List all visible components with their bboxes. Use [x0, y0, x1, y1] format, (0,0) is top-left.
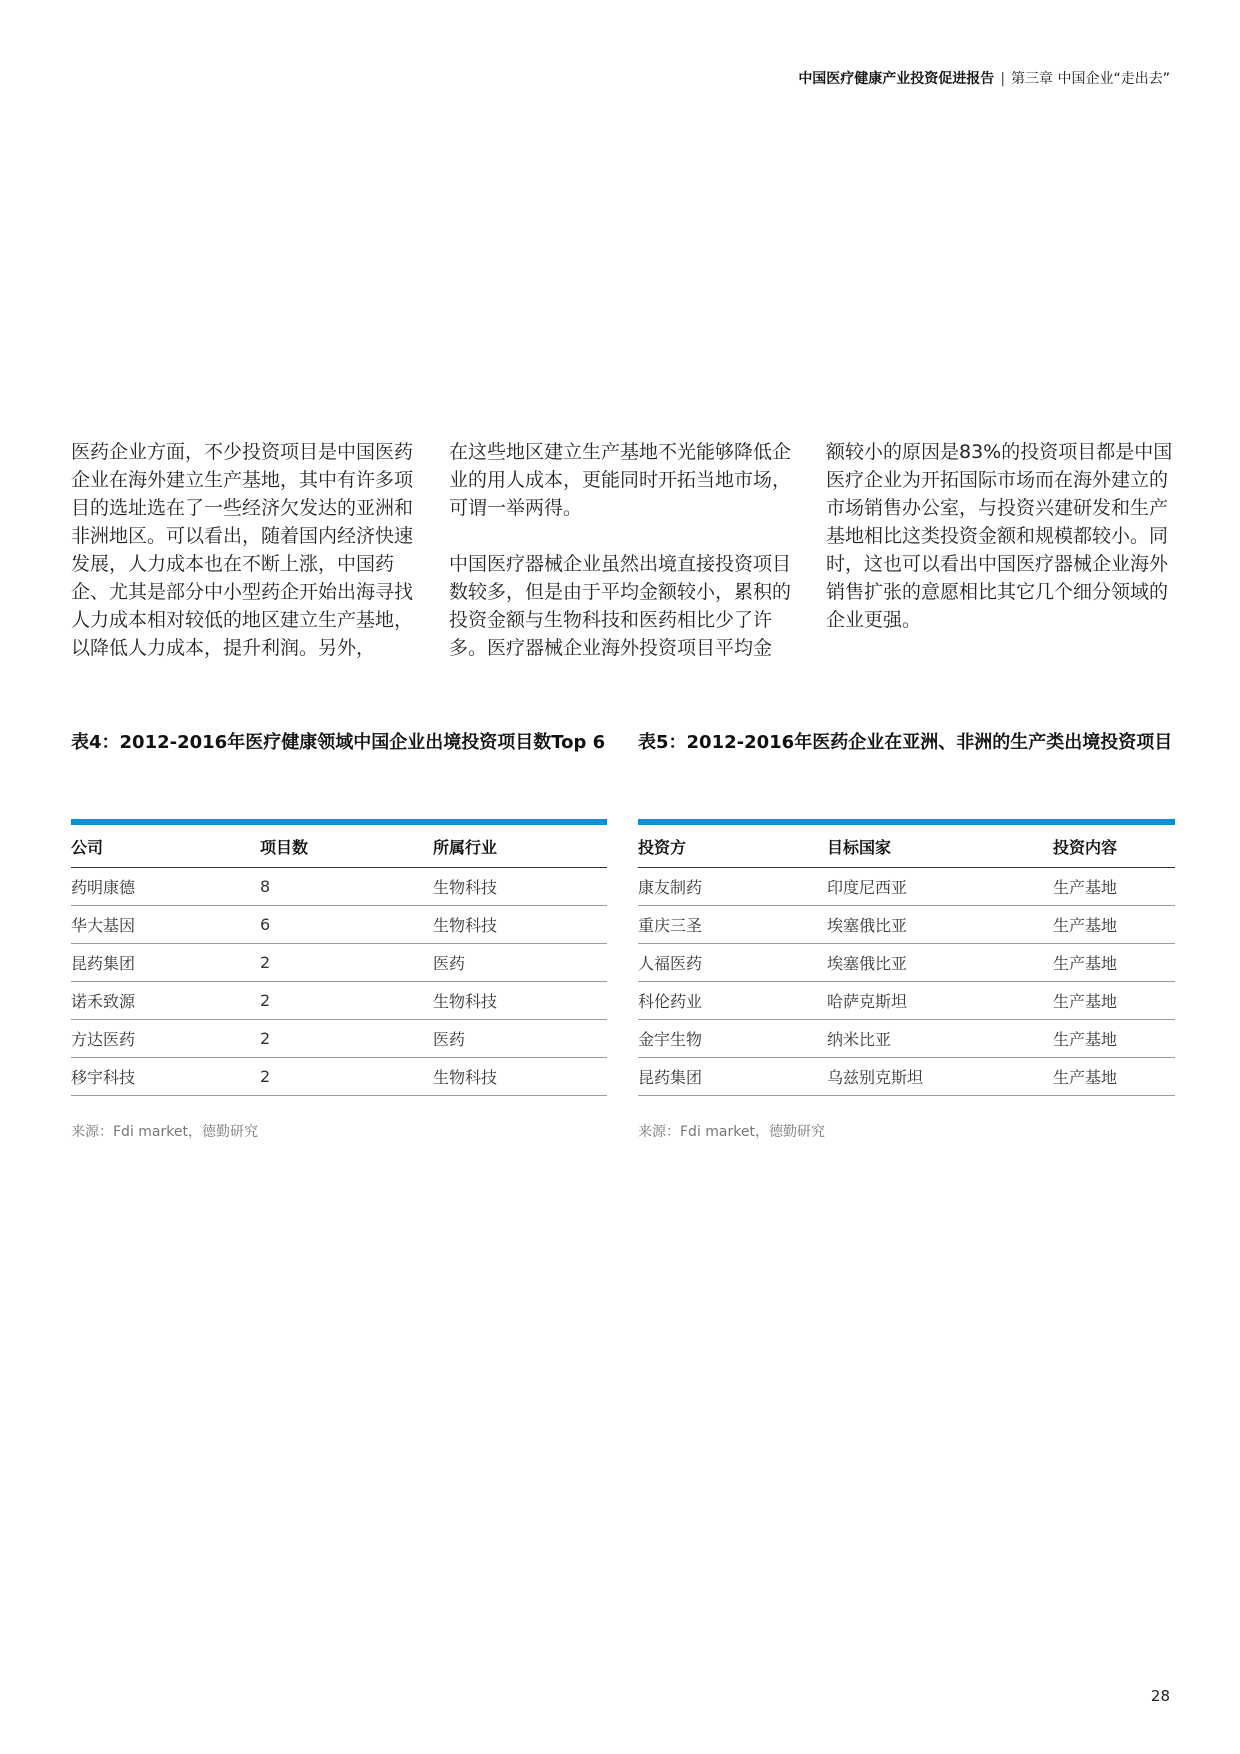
table-row [71, 1058, 607, 1096]
table-header-row [71, 825, 607, 868]
table-cell: 哈萨克斯坦 [827, 992, 908, 1011]
table4-title: 表4：2012-2016年医疗健康领域中国企业出境投资项目数Top 6 [71, 732, 606, 753]
table-cell: 6 [260, 915, 271, 934]
column-header: 目标国家 [827, 837, 892, 857]
table-cell: 药明康德 [71, 878, 136, 897]
table-row [638, 944, 1175, 982]
table-cell: 8 [260, 877, 271, 896]
chapter-title: 第三章 中国企业“走出去” [1011, 71, 1170, 87]
table-cell: 2 [260, 1067, 271, 1086]
running-header [798, 68, 1170, 88]
paragraph: 医药企业方面，不少投资项目是中国医药企业在海外建立生产基地，其中有许多项目的选址选在了一些经济欠发达的亚洲和非洲地区。可以看出，随着国内经济快速发展，人力成本也在不断上涨，中国药企、尤其是部分中小型药企开始出海寻找人力成本相对较低的地区建立生产基地，以降低人力成本，提升利润。另外， [71, 441, 414, 659]
table-cell: 生产基地 [1053, 954, 1118, 973]
table-cell: 生物科技 [433, 916, 498, 935]
table-cell: 生产基地 [1053, 878, 1118, 897]
table-cell: 生物科技 [433, 1068, 498, 1087]
body-column-1 [71, 438, 416, 662]
table-cell: 生产基地 [1053, 1030, 1118, 1049]
table-row [638, 906, 1175, 944]
paragraph: 中国医疗器械企业虽然出境直接投资项目数较多，但是由于平均金额较小，累积的投资金额与生物科技和医药相比少了许多。医疗器械企业海外投资项目平均金 [449, 553, 792, 659]
table-cell: 生物科技 [433, 992, 498, 1011]
body-column-2 [449, 438, 799, 662]
table-cell: 诺禾致源 [71, 992, 136, 1011]
table-row [71, 906, 607, 944]
column-header: 所属行业 [433, 837, 498, 857]
column-header: 项目数 [260, 837, 309, 857]
table-cell: 康友制药 [638, 878, 703, 897]
table-row [638, 982, 1175, 1020]
table-cell: 方达医药 [71, 1030, 136, 1049]
page-number: 28 [1150, 1687, 1170, 1705]
table-row [71, 944, 607, 982]
table-row [638, 1058, 1175, 1096]
table-row [71, 1020, 607, 1058]
table-cell: 生产基地 [1053, 992, 1118, 1011]
table-cell: 移宇科技 [71, 1068, 136, 1087]
table-row [71, 868, 607, 906]
paragraph: 在这些地区建立生产基地不光能够降低企业的用人成本，更能同时开拓当地市场，可谓一举两得。 [449, 441, 792, 519]
table5-source: 来源：Fdi market，德勤研究 [638, 1124, 825, 1140]
table-cell: 2 [260, 1029, 271, 1048]
body-column-3 [826, 438, 1176, 634]
table-cell: 埃塞俄比亚 [827, 954, 908, 973]
table-row [638, 868, 1175, 906]
table4 [71, 819, 607, 1096]
paragraph: 额较小的原因是83%的投资项目都是中国医疗企业为开拓国际市场而在海外建立的市场销售办公室，与投资兴建研发和生产基地相比这类投资金额和规模都较小。同时，这也可以看出中国医疗器械企业海外销售扩张的意愿相比其它几个细分领域的企业更强。 [826, 441, 1173, 631]
table-cell: 乌兹别克斯坦 [827, 1068, 924, 1087]
table-row [71, 982, 607, 1020]
table-cell: 埃塞俄比亚 [827, 916, 908, 935]
table-header-row [638, 825, 1175, 868]
column-header: 投资内容 [1053, 837, 1118, 857]
table-cell: 昆药集团 [638, 1068, 703, 1087]
table-row [638, 1020, 1175, 1058]
table5 [638, 819, 1175, 1096]
table-cell: 医药 [433, 954, 466, 973]
header-separator: | [1000, 71, 1006, 87]
table-cell: 印度尼西亚 [827, 878, 908, 897]
table-cell: 生产基地 [1053, 916, 1118, 935]
column-header: 公司 [71, 837, 104, 857]
table5-title: 表5：2012-2016年医药企业在亚洲、非洲的生产类出境投资项目 [638, 732, 1173, 753]
report-title: 中国医疗健康产业投资促进报告 [798, 71, 995, 87]
table-cell: 金宇生物 [638, 1030, 703, 1049]
table-cell: 医药 [433, 1030, 466, 1049]
table-cell: 重庆三圣 [638, 916, 703, 935]
table-cell: 人福医药 [638, 954, 703, 973]
table-cell: 2 [260, 991, 271, 1010]
column-header: 投资方 [638, 837, 687, 857]
table-cell: 生产基地 [1053, 1068, 1118, 1087]
table-cell: 纳米比亚 [827, 1030, 892, 1049]
table-cell: 昆药集团 [71, 954, 136, 973]
table-cell: 2 [260, 953, 271, 972]
table-cell: 华大基因 [71, 916, 136, 935]
table4-source: 来源：Fdi market，德勤研究 [71, 1124, 258, 1140]
table-cell: 生物科技 [433, 878, 498, 897]
table-cell: 科伦药业 [638, 992, 703, 1011]
